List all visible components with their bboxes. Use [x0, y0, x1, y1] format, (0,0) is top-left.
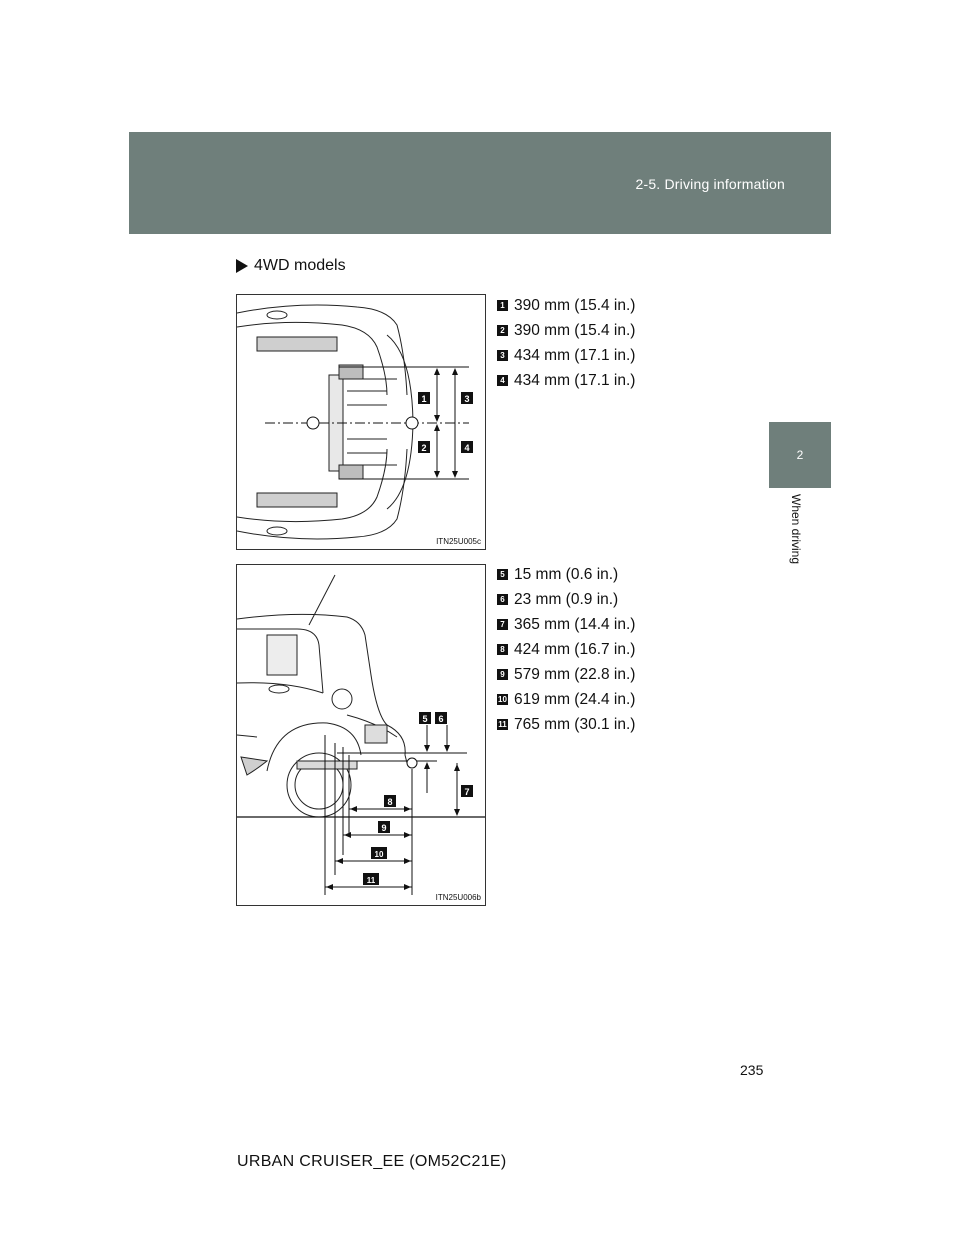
- callout-6: [435, 712, 447, 724]
- measurement-value: 390 mm (15.4 in.): [514, 321, 636, 339]
- models-heading: [236, 257, 346, 275]
- list-item: [497, 687, 635, 712]
- number-badge: 4: [497, 375, 508, 386]
- callout-11: [363, 873, 379, 885]
- underside-illustration: [237, 295, 485, 549]
- number-badge: 7: [497, 619, 508, 630]
- chapter-tab[interactable]: [769, 422, 831, 488]
- list-item: [497, 587, 635, 612]
- svg-text:11: 11: [366, 876, 376, 885]
- measurement-value: 434 mm (17.1 in.): [514, 346, 636, 364]
- number-badge: 10: [498, 695, 507, 704]
- number-badge: 8: [497, 644, 508, 655]
- svg-text:1: 1: [421, 394, 427, 404]
- list-item: [497, 343, 635, 368]
- side-view-diagram: [236, 564, 486, 906]
- callout-9: [378, 821, 390, 833]
- chapter-label: When driving: [789, 494, 803, 565]
- measurement-value: 365 mm (14.4 in.): [514, 615, 636, 633]
- figure-code: ITN25U006b: [435, 893, 481, 902]
- callout-5: [419, 712, 431, 724]
- measurement-value: 15 mm (0.6 in.): [514, 565, 619, 583]
- callout-8: [384, 795, 396, 807]
- list-item: [497, 318, 635, 343]
- page-number: 235: [740, 1062, 764, 1078]
- svg-text:10: 10: [374, 850, 384, 859]
- callout-2: [418, 441, 430, 453]
- models-heading-text: 4WD models: [254, 257, 346, 274]
- svg-text:4: 4: [464, 443, 470, 453]
- svg-text:6: 6: [438, 714, 444, 724]
- number-badge: 3: [497, 350, 508, 361]
- measurement-value: 579 mm (22.8 in.): [514, 665, 636, 683]
- list-item: [497, 662, 635, 687]
- triangle-bullet-icon: [236, 259, 248, 273]
- svg-text:8: 8: [387, 797, 393, 807]
- measurement-list-1: [497, 293, 635, 393]
- number-badge: 1: [497, 300, 508, 311]
- side-view-illustration: [237, 565, 485, 905]
- list-item: [497, 293, 635, 318]
- measurement-value: 23 mm (0.9 in.): [514, 590, 619, 608]
- svg-text:5: 5: [422, 714, 428, 724]
- svg-text:3: 3: [464, 394, 470, 404]
- number-badge: 2: [497, 325, 508, 336]
- list-item: [497, 637, 635, 662]
- callout-7: [461, 785, 473, 797]
- list-item: [497, 712, 635, 737]
- header-band: [129, 132, 831, 234]
- list-item: [497, 612, 635, 637]
- section-title: 2-5. Driving information: [635, 176, 785, 192]
- svg-text:7: 7: [464, 787, 470, 797]
- list-item: [497, 562, 635, 587]
- callout-4: [461, 441, 473, 453]
- callout-3: [461, 392, 473, 404]
- callout-10: [371, 847, 387, 859]
- svg-text:9: 9: [381, 823, 387, 833]
- chapter-number: 2: [796, 448, 804, 462]
- number-badge: 9: [497, 669, 508, 680]
- callout-1: [418, 392, 430, 404]
- underside-diagram: [236, 294, 486, 550]
- measurement-list-2: [497, 562, 635, 737]
- measurement-value: 765 mm (30.1 in.): [514, 715, 636, 733]
- list-item: [497, 368, 635, 393]
- number-badge: 11: [498, 720, 507, 729]
- footer-model-code: URBAN CRUISER_EE (OM52C21E): [237, 1153, 507, 1170]
- svg-text:2: 2: [421, 443, 427, 453]
- measurement-value: 424 mm (16.7 in.): [514, 640, 636, 658]
- number-badge: 5: [497, 569, 508, 580]
- measurement-value: 619 mm (24.4 in.): [514, 690, 636, 708]
- figure-code: ITN25U005c: [436, 537, 481, 546]
- measurement-value: 434 mm (17.1 in.): [514, 371, 636, 389]
- number-badge: 6: [497, 594, 508, 605]
- measurement-value: 390 mm (15.4 in.): [514, 296, 636, 314]
